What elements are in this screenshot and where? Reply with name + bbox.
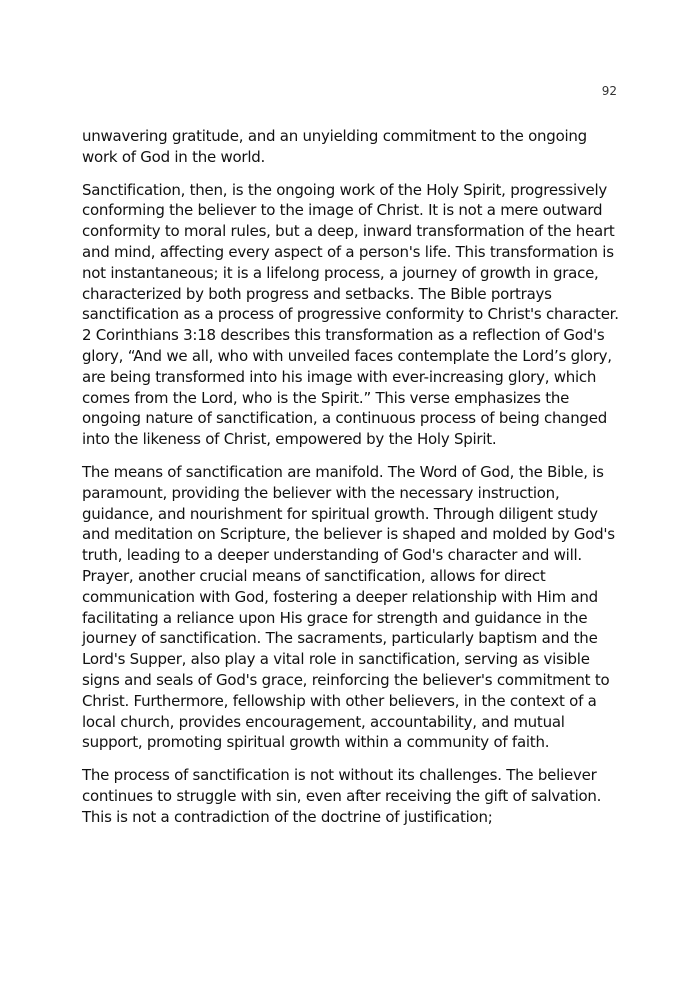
- body-text: [82, 126, 622, 840]
- paragraph-4: The process of sanctification is not without its challenges. The believer continues to struggle with sin, even after receiving the gift of salvation. This is not a contradiction of the doctrine of justification;: [82, 766, 602, 826]
- paragraph-3: The means of sanctification are manifold. The Word of God, the Bible, is paramount, providing the believer with the necessary instruction, guidance, and nourishment for spiritual growth. Through diligent study and meditation on Scripture, the believer is shaped and molded by God's truth, leading to a deeper understanding of God's character and will. Prayer, another crucial means of sanctification, allows for direct communication with God, fostering a deeper relationship with Him and facilitating a reliance upon His grace for strength and guidance in the journey of sanctification. The sacraments, particularly baptism and the Lord's Supper, also play a vital role in sanctification, serving as visible signs and seals of God's grace, reinforcing the believer's commitment to Christ. Furthermore, fellowship with other believers, in the context of a local church, provides encouragement, accountability, and mutual support, promoting spiritual growth within a community of faith.: [82, 462, 615, 752]
- page-number: 92: [601, 84, 617, 98]
- paragraph-2: Sanctification, then, is the ongoing work of the Holy Spirit, progressively conforming the believer to the image of Christ. It is not a mere outward conformity to moral rules, but a deep, inward transformation of the heart and mind, affecting every aspect of a person's life. This transformation is not instantaneous; it is a lifelong process, a journey of growth in grace, characterized by both progress and setbacks. The Bible portrays sanctification as a process of progressive conformity to Christ's character. 2 Corinthians 3:18 describes this transformation as a reflection of God's glory, “And we all, who with unveiled faces contemplate the Lord’s glory, are being transformed into his image with ever-increasing glory, which comes from the Lord, who is the Spirit.” This verse emphasizes the ongoing nature of sanctification, a continuous process of being changed into the likeness of Christ, empowered by the Holy Spirit.: [82, 180, 619, 449]
- paragraph-1: unwavering gratitude, and an unyielding commitment to the ongoing work of God in the world.: [82, 127, 587, 166]
